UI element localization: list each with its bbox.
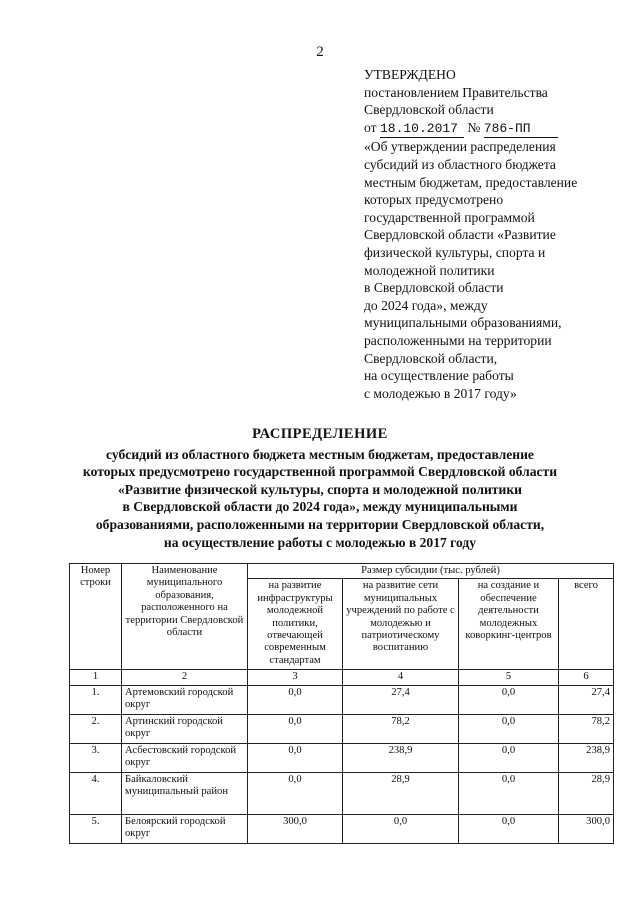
municipality-name: Байкаловский муниципальный район	[122, 772, 248, 814]
row-number: 1.	[70, 685, 122, 714]
approval-date-line	[364, 119, 624, 139]
approval-number: 786-ПП	[484, 120, 558, 139]
approval-text-line: муниципальными образованиями,	[364, 315, 562, 331]
network-value: 28,9	[343, 772, 459, 814]
approval-text-line: на осуществление работы	[364, 368, 514, 384]
table-row	[70, 714, 614, 743]
municipality-name: Артемовский городской округ	[122, 685, 248, 714]
title-main: РАСПРЕДЕЛЕНИЕ	[252, 426, 388, 442]
approval-text-line: Свердловской области «Развитие	[364, 227, 556, 243]
header-coworking: на создание и обеспечение деятельности молодежных коворкинг-центров	[459, 579, 559, 670]
approval-text-line: Свердловской области,	[364, 350, 498, 366]
number-prefix: №	[467, 119, 481, 135]
page-number: 2	[316, 44, 324, 60]
header-total: всего	[559, 579, 614, 670]
network-value: 0,0	[343, 814, 459, 843]
network-value: 238,9	[343, 743, 459, 772]
municipality-name: Асбестовский городской округ	[122, 743, 248, 772]
coworking-value: 0,0	[459, 743, 559, 772]
infra-value: 0,0	[248, 714, 343, 743]
column-number: 2	[122, 670, 248, 685]
coworking-value: 0,0	[459, 772, 559, 814]
column-number-row	[70, 670, 614, 685]
approval-text-line: «Об утверждении распределения	[364, 139, 556, 155]
approval-by-line: Свердловской области	[364, 102, 494, 118]
approval-text-line: в Свердловской области	[364, 280, 504, 296]
subsidy-table	[69, 563, 614, 844]
column-number: 5	[459, 670, 559, 685]
table-header-row	[70, 564, 614, 579]
approval-by-line: постановлением Правительства	[364, 84, 548, 100]
row-number: 5.	[70, 814, 122, 843]
row-number: 3.	[70, 743, 122, 772]
row-number: 2.	[70, 714, 122, 743]
header-row-number: Номер строки	[70, 564, 122, 670]
approval-text-line: молодежной политики	[364, 262, 495, 278]
date-prefix: от	[364, 119, 377, 135]
total-value: 78,2	[559, 714, 614, 743]
column-number: 4	[343, 670, 459, 685]
column-number: 3	[248, 670, 343, 685]
infra-value: 300,0	[248, 814, 343, 843]
infra-value: 0,0	[248, 743, 343, 772]
network-value: 27,4	[343, 685, 459, 714]
network-value: 78,2	[343, 714, 459, 743]
table-row	[70, 685, 614, 714]
table-row	[70, 814, 614, 843]
title-line: субсидий из областного бюджета местным бюджетам, предоставление	[106, 446, 534, 462]
coworking-value: 0,0	[459, 714, 559, 743]
approval-text-line: государственной программой	[364, 209, 535, 225]
row-number: 4.	[70, 772, 122, 814]
title-line: образованиями, расположенными на территории Свердловской области,	[95, 516, 545, 532]
approval-text-line: с молодежью в 2017 году»	[364, 385, 517, 401]
approval-text-line: расположенными на территории	[364, 332, 552, 348]
header-municipality: Наименование муниципального образования, расположенного на территории Свердловской области	[122, 564, 248, 670]
table-row	[70, 743, 614, 772]
municipality-name: Белоярский городской округ	[122, 814, 248, 843]
total-value: 300,0	[559, 814, 614, 843]
approval-date: 18.10.2017	[380, 120, 464, 139]
column-number: 6	[559, 670, 614, 685]
total-value: 28,9	[559, 772, 614, 814]
coworking-value: 0,0	[459, 685, 559, 714]
title-line: в Свердловской области до 2024 года», между муниципальными	[122, 499, 518, 515]
table-row	[70, 772, 614, 814]
header-network: на развитие сети муниципальных учреждений по работе с молодежью и патриотическому воспитанию	[343, 579, 459, 670]
approval-heading: УТВЕРЖДЕНО	[364, 67, 456, 82]
document-title	[40, 426, 600, 551]
total-value: 27,4	[559, 685, 614, 714]
infra-value: 0,0	[248, 772, 343, 814]
title-line: которых предусмотрено государственной программой Свердловской области	[82, 464, 558, 480]
header-infrastructure: на развитие инфраструктуры молодежной политики, отвечающей современным стандартам	[248, 579, 343, 670]
coworking-value: 0,0	[459, 814, 559, 843]
header-subsidy-group: Размер субсидии (тыс. рублей)	[248, 564, 614, 579]
title-line: «Развитие физической культуры, спорта и молодежной политики	[117, 481, 522, 497]
column-number: 1	[70, 670, 122, 685]
approval-text-line: субсидий из областного бюджета	[364, 156, 556, 172]
approval-block	[364, 66, 624, 402]
approval-text-line: физической культуры, спорта и	[364, 244, 546, 260]
approval-text-line: местным бюджетам, предоставление	[364, 174, 578, 190]
title-line: на осуществление работы с молодежью в 2017 году	[163, 534, 477, 550]
total-value: 238,9	[559, 743, 614, 772]
approval-text-line: которых предусмотрено	[364, 192, 504, 208]
municipality-name: Артинский городской округ	[122, 714, 248, 743]
approval-text-line: до 2024 года», между	[364, 297, 488, 313]
infra-value: 0,0	[248, 685, 343, 714]
